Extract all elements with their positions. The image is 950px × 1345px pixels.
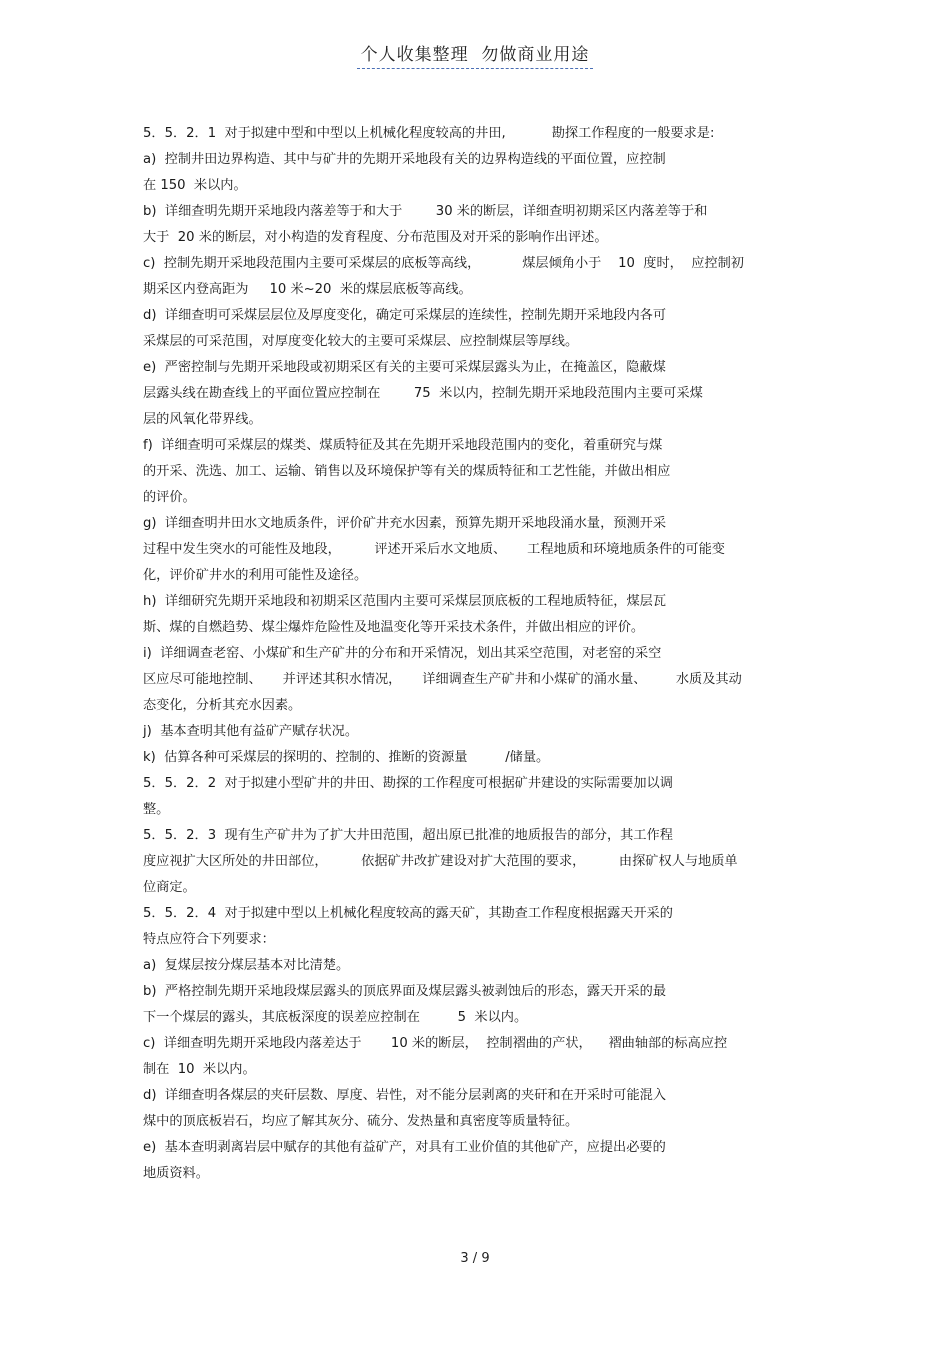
text-line: 采煤层的可采范围，对厚度变化较大的主要可采煤层、应控制煤层等厚线。 xyxy=(143,334,579,349)
text-line: 煤中的顶底板岩石，均应了解其灰分、硫分、发热量和真密度等质量特征。 xyxy=(143,1114,579,1129)
paragraph xyxy=(143,719,823,745)
text-line: e) 基本查明剥离岩层中赋存的其他有益矿产，对具有工业价值的其他矿产，应提出必要的 xyxy=(143,1140,666,1155)
paragraph xyxy=(143,771,823,823)
paragraph xyxy=(143,121,823,147)
text-line: d) 详细查明各煤层的夹矸层数、厚度、岩性，对不能分层剥离的夹矸和在开采时可能混入 xyxy=(143,1088,667,1103)
paragraph xyxy=(143,641,823,719)
text-line: 期采区内登高距为 10 米~20 米的煤层底板等高线。 xyxy=(143,282,472,297)
text-line: c) 控制先期开采地段范围内主要可采煤层的底板等高线， 煤层倾角小于 10 度时， 应控制初 xyxy=(143,256,744,271)
text-line: d) 详细查明可采煤层层位及厚度变化，确定可采煤层的连续性，控制先期开采地段内各可 xyxy=(143,308,667,323)
paragraph xyxy=(143,745,823,771)
paragraph xyxy=(143,1135,823,1187)
paragraph xyxy=(143,251,823,303)
paragraph xyxy=(143,589,823,641)
paragraph xyxy=(143,147,823,199)
text-line: k) 估算各种可采煤层的探明的、控制的、推断的资源量 /储量。 xyxy=(143,750,550,765)
page-header xyxy=(0,40,950,69)
text-line: c) 详细查明先期开采地段内落差达于 10 米的断层， 控制褶曲的产状， 褶曲轴部的标高应控 xyxy=(143,1036,728,1051)
text-line: f) 详细查明可采煤层的煤类、煤质特征及其在先期开采地段范围内的变化，着重研究与煤 xyxy=(143,438,663,453)
text-line: e) 严密控制与先期开采地段或初期采区有关的主要可采煤层露头为止，在掩盖区，隐蔽煤 xyxy=(143,360,666,375)
text-line: 制在 10 米以内。 xyxy=(143,1062,256,1077)
paragraph xyxy=(143,979,823,1031)
paragraph xyxy=(143,433,823,511)
text-line: 大于 20 米的断层，对小构造的发育程度、分布范围及对开采的影响作出评述。 xyxy=(143,230,608,245)
text-line: 下一个煤层的露头，其底板深度的误差应控制在 5 米以内。 xyxy=(143,1010,528,1025)
page-number: 3 / 9 xyxy=(460,1251,490,1266)
text-line: 层露头线在勘查线上的平面位置应控制在 75 米以内，控制先期开采地段范围内主要可采煤 xyxy=(143,386,703,401)
text-line: 过程中发生突水的可能性及地段， 评述开采后水文地质、 工程地质和环境地质条件的可能变 xyxy=(143,542,725,557)
paragraph xyxy=(143,355,823,433)
paragraph xyxy=(143,823,823,901)
text-line: i) 详细调查老窑、小煤矿和生产矿井的分布和开采情况，划出其采空范围，对老窑的采空 xyxy=(143,646,662,661)
text-line: 整。 xyxy=(143,802,170,817)
text-line: g) 详细查明井田水文地质条件，评价矿井充水因素，预算先期开采地段涌水量，预测开采 xyxy=(143,516,667,531)
text-line: 位商定。 xyxy=(143,880,196,895)
paragraph xyxy=(143,1031,823,1083)
paragraph xyxy=(143,953,823,979)
text-line: 在 150 米以内。 xyxy=(143,178,247,193)
text-line: 度应视扩大区所处的井田部位， 依据矿井改扩建设对扩大范围的要求， 由探矿权人与地质单 xyxy=(143,854,738,869)
text-line: j) 基本查明其他有益矿产赋存状况。 xyxy=(143,724,359,739)
text-line: 化，评价矿井水的利用可能性及途径。 xyxy=(143,568,368,583)
text-line: 5．5．2．2 对于拟建小型矿井的井田、勘探的工作程度可根据矿井建设的实际需要加以调 xyxy=(143,776,673,791)
text-line: 斯、煤的自燃趋势、煤尘爆炸危险性及地温变化等开采技术条件，并做出相应的评价。 xyxy=(143,620,645,635)
text-line: b) 详细查明先期开采地段内落差等于和大于 30 米的断层，详细查明初期采区内落差等于和 xyxy=(143,204,708,219)
text-line: 的开采、洗选、加工、运输、销售以及环境保护等有关的煤质特征和工艺性能，并做出相应 xyxy=(143,464,671,479)
text-line: 层的风氧化带界线。 xyxy=(143,412,262,427)
paragraph xyxy=(143,1083,823,1135)
text-line: 地质资料。 xyxy=(143,1166,209,1181)
paragraph xyxy=(143,303,823,355)
text-line: 5．5．2．3 现有生产矿井为了扩大井田范围，超出原已批准的地质报告的部分，其工作程 xyxy=(143,828,673,843)
paragraph xyxy=(143,901,823,953)
text-line: 的评价。 xyxy=(143,490,196,505)
text-line: 态变化，分析其充水因素。 xyxy=(143,698,302,713)
document-body xyxy=(143,121,823,1187)
text-line: 5．5．2．1 对于拟建中型和中型以上机械化程度较高的井田, 勘探工作程度的一般要求是: xyxy=(143,126,715,141)
paragraph xyxy=(143,199,823,251)
text-line: 5．5．2．4 对于拟建中型以上机械化程度较高的露天矿，其勘查工作程度根据露天开采的 xyxy=(143,906,673,921)
text-line: 区应尽可能地控制、 并评述其积水情况， 详细调查生产矿井和小煤矿的涌水量、 水质及其动 xyxy=(143,672,742,687)
text-line: b) 严格控制先期开采地段煤层露头的顶底界面及煤层露头被剥蚀后的形态，露天开采的最 xyxy=(143,984,667,999)
header-text: 个人收集整理 勿做商业用途 xyxy=(357,40,594,69)
text-line: 特点应符合下列要求： xyxy=(143,932,275,947)
paragraph xyxy=(143,511,823,589)
text-line: a) 控制井田边界构造、其中与矿井的先期开采地段有关的边界构造线的平面位置，应控制 xyxy=(143,152,666,167)
text-line: h) 详细研究先期开采地段和初期采区范围内主要可采煤层顶底板的工程地质特征，煤层瓦 xyxy=(143,594,667,609)
text-line: a) 复煤层按分煤层基本对比清楚。 xyxy=(143,958,350,973)
